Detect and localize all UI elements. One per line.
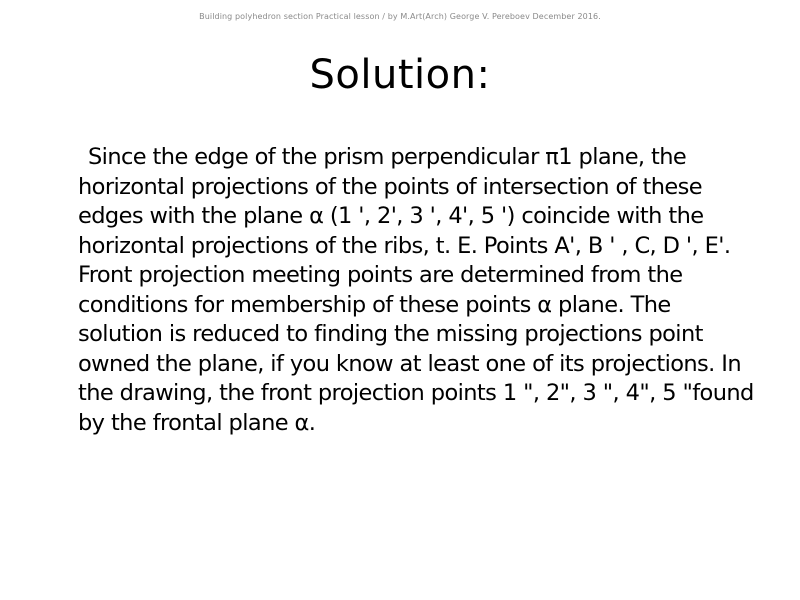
header-note: Building polyhedron section Practical lesson / by M.Art(Arch) George V. Pereboev December 2016.: [199, 12, 601, 21]
body-paragraph-1: Since the edge of the prism perpendicular π1 plane, the horizontal projections of the points of intersection of these edges with the plane α (1 ', 2', 3 ', 4', 5 ') coincide with the horizontal projections of the ribs, t. E. Points A', B ' , C, D ', E'.: [78, 144, 731, 259]
slide-title: Solution:: [309, 52, 491, 98]
body-paragraph-2: Front projection meeting points are determined from the conditions for membership of these points α plane. The solution is reduced to finding the missing projections point owned the plane, if you know at least one of its projections. In the drawing, the front projection points 1 ", 2", 3 ", 4", 5 "found by the frontal plane α.: [78, 262, 754, 436]
slide-body: [78, 143, 758, 438]
